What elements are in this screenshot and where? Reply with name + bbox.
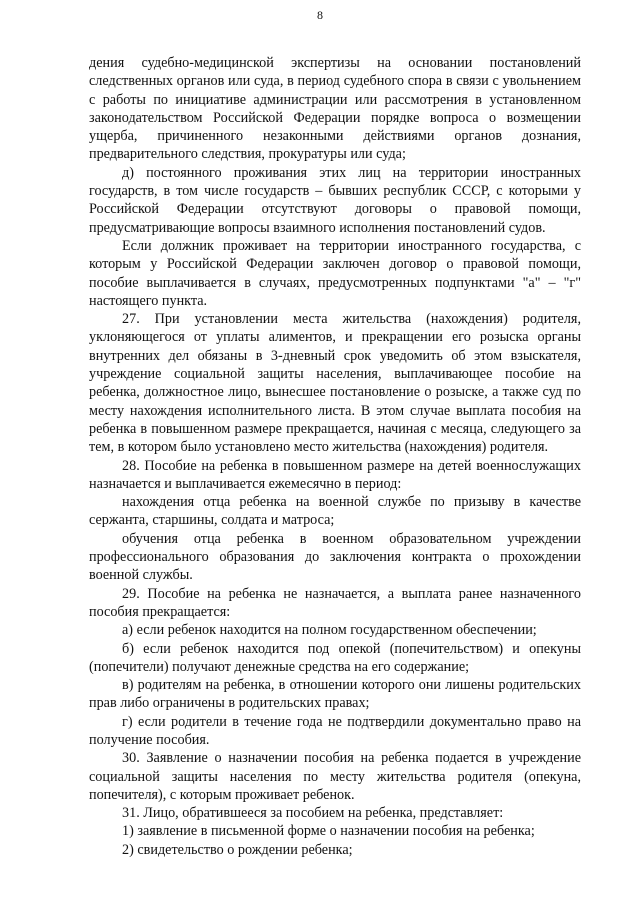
paragraph-31-item-1: 1) заявление в письменной форме о назначении пособия на ребенка; (122, 823, 535, 840)
paragraph-29-a: а) если ребенок находится на полном государственном обеспечении; (122, 622, 537, 639)
paragraph-31: 31. Лицо, обратившееся за пособием на ребенка, представляет: (122, 805, 504, 822)
paragraph-30: 30. Заявление о назначении пособия на ребенка подается в учреждение социальной защиты населения по месту жительства родителя (опекуна, попечителя), с которым проживает ребенок. (89, 750, 581, 803)
paragraph-28: 28. Пособие на ребенка в повышенном размере на детей военнослужащих назначается и выплачивается ежемесячно в период: (89, 457, 581, 492)
paragraph-29-b: б) если ребенок находится под опекой (попечительством) и опекуны (попечители) получают денежные средства на его содержание; (89, 640, 581, 675)
paragraph-29-g: г) если родители в течение года не подтвердили документально право на получение пособия. (89, 713, 581, 748)
paragraph-29-v: в) родителям на ребенка, в отношении которого они лишены родительских прав либо ограничены в родительских правах; (89, 677, 581, 712)
paragraph-28-military-service: нахождения отца ребенка на военной службе по призыву в качестве сержанта, старшины, солдата и матроса; (89, 494, 581, 529)
paragraph-31-item-2: 2) свидетельство о рождении ребенка; (122, 841, 353, 858)
paragraph-debtor-abroad: Если должник проживает на территории иностранного государства, с которым у Российской Федерации заключен договор о правовой помощи, пособие выплачивается в случаях, предусмотренных подпунктами "а" – "г" настоящего пункта. (89, 237, 581, 309)
page-number: 8 (317, 8, 323, 22)
paragraph-28-military-education: обучения отца ребенка в военном образовательном учреждении профессионального образования до заключения контракта о прохождении военной службы. (89, 530, 581, 584)
paragraph-29: 29. Пособие на ребенка не назначается, а выплата ранее назначенного пособия прекращается: (89, 585, 581, 620)
paragraph-continuation: дения судебно-медицинской экспертизы на основании постановлений следственных органов или суда, в период судебного спора в связи с увольнением с работы по инициативе администрации или рассмотрения в установленном законодательством Российской Федерации порядке вопроса о возмещении ущерба, причиненного незаконными действиями органов дознания, предварительного следствия, прокуратуры или суда; (89, 55, 581, 163)
page-body (89, 54, 581, 859)
paragraph-27: 27. При установлении места жительства (нахождения) родителя, уклоняющегося от уплаты алиментов, и прекращении его розыска органы внутренних дел обязаны в 3-дневный срок уведомить об этом взыскателя, учреждение социальной защиты населения, выплачивающее пособие на ребенка, должностное лицо, вынесшее постановление о розыске, а также суд по месту нахождения исполнительного листа. В этом случае выплата пособия на ребенка в повышенном размере прекращается, начиная с месяца, следующего за тем, в котором было установлено место жительства (нахождения) родителя. (89, 311, 581, 456)
paragraph-item-d: д) постоянного проживания этих лиц на территории иностранных государств, в том числе государств – бывших республик СССР, с которыми у Российской Федерации отсутствуют договоры о правовой помощи, предусматривающие вопросы взаимного исполнения постановлений судов. (89, 164, 581, 236)
